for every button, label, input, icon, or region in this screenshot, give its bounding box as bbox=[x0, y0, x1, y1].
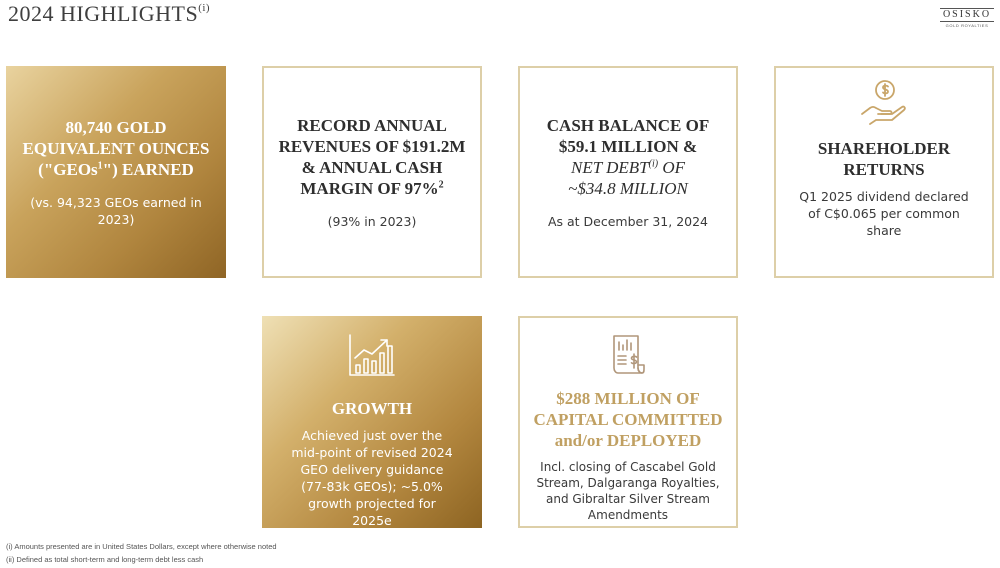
cash-line1: CASH BALANCE OF bbox=[546, 115, 710, 135]
company-logo bbox=[940, 8, 994, 28]
card-growth-subtext: Achieved just over the mid-point of revised 2024 GEO delivery guidance (77-83k GEOs); ~5.0% growth projected for 2025e bbox=[291, 428, 453, 528]
cash-line2: $59.1 MILLION & bbox=[558, 136, 698, 156]
card-capital-subtext: Incl. closing of Cascabel Gold Stream, Dalgaranga Royalties, and Gibraltar Silver Stream Amendments bbox=[536, 460, 720, 522]
cash-line4: ~$34.8 MILLION bbox=[568, 178, 688, 198]
financial-document-icon bbox=[610, 332, 646, 376]
card-growth-heading: GROWTH bbox=[331, 399, 413, 418]
card-revenue-heading bbox=[274, 115, 470, 199]
hand-dollar-icon bbox=[858, 78, 910, 130]
card-geos-subtext: (vs. 94,323 GEOs earned in 2023) bbox=[30, 194, 202, 227]
card-cash-subtext: As at December 31, 2024 bbox=[547, 213, 709, 229]
revenue-heading-text: RECORD ANNUAL REVENUES OF $191.2M & ANNUAL CASH MARGIN OF 97% bbox=[278, 115, 466, 198]
cash-line3a: NET DEBT bbox=[571, 157, 649, 177]
page-title-superscript: (i) bbox=[198, 2, 211, 14]
geos-line1: 80,740 GOLD bbox=[65, 117, 167, 137]
cash-line3-superscript: (i) bbox=[648, 157, 659, 169]
cash-line3b: OF bbox=[658, 157, 685, 177]
card-shareholder-heading: SHAREHOLDER RETURNS bbox=[817, 139, 951, 179]
geos-line2: EQUIVALENT OUNCES bbox=[22, 138, 210, 158]
footnote-2: (ii) Defined as total short-term and long-term debt less cash bbox=[6, 555, 204, 564]
card-growth bbox=[262, 316, 482, 528]
geos-line3b: ") EARNED bbox=[102, 159, 194, 179]
card-capital-heading: $288 MILLION OF CAPITAL COMMITTED and/or DEPLOYED bbox=[533, 389, 723, 450]
chart-growth-icon bbox=[347, 332, 397, 378]
card-cash bbox=[518, 66, 738, 278]
page-title bbox=[8, 1, 210, 27]
card-geos-heading bbox=[23, 117, 210, 180]
card-revenue bbox=[262, 66, 482, 278]
geos-line3a: ("GEOs bbox=[38, 159, 98, 179]
revenue-heading-superscript: 2 bbox=[438, 178, 444, 190]
page-title-text: 2024 HIGHLIGHTS bbox=[8, 1, 199, 26]
card-revenue-subtext: (93% in 2023) bbox=[327, 213, 417, 229]
card-shareholder-subtext: Q1 2025 dividend declared of C$0.065 per common share bbox=[799, 189, 969, 238]
geos-line3-superscript: 1 bbox=[97, 159, 103, 171]
card-geos bbox=[6, 66, 226, 278]
card-capital bbox=[518, 316, 738, 528]
footnote-1: (i) Amounts presented are in United States Dollars, except where otherwise noted bbox=[6, 542, 277, 551]
logo-main-text: OSISKO bbox=[940, 8, 994, 22]
card-shareholder bbox=[774, 66, 994, 278]
logo-sub-text: GOLD ROYALTIES bbox=[945, 23, 989, 28]
card-cash-heading bbox=[547, 115, 709, 199]
